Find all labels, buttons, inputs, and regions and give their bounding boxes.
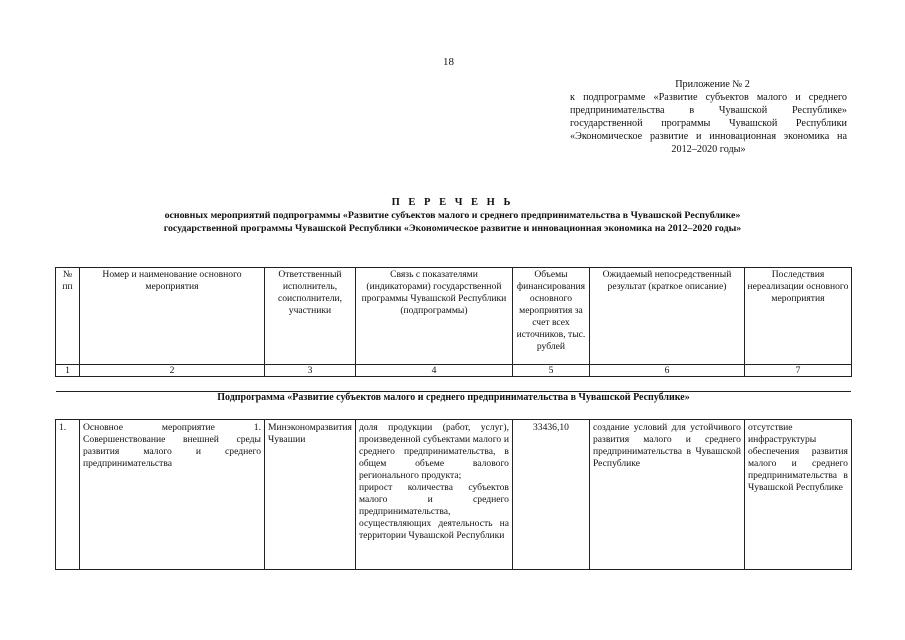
column-number: 3 xyxy=(265,365,356,377)
subprogram-title: Подпрограмма «Развитие субъектов малого и среднего предпринимательства в Чувашской Республике» xyxy=(217,392,690,403)
page-number: 18 xyxy=(443,56,454,68)
indicators xyxy=(355,420,512,570)
header-cell-funding: Объемы финансирования основного мероприятия за счет всех источников, тыс. рублей xyxy=(512,268,589,365)
title-line-2: государственной программы Чувашской Республики «Экономическое развитие и инновационная экономика на 2012–2020 годы» xyxy=(163,223,742,234)
header-cell-consequence: Последствия нереализации основного мероприятия xyxy=(744,268,851,365)
row-number: 1. xyxy=(56,420,80,570)
expected-result: создание условий для устойчивого развития малого и среднего предпринимательства в Чувашской Республике xyxy=(589,420,744,570)
table-row xyxy=(56,420,852,570)
executor: Минэкономразвития Чувашии xyxy=(265,420,356,570)
header-cell-name: Номер и наименование основного мероприятия xyxy=(80,268,265,365)
indicator-1: доля продукции (работ, услуг), произведенной субъектами малого и среднего предпринимательства, в общем объеме валового регионального продукта; xyxy=(358,422,509,481)
document-title xyxy=(0,196,905,235)
title-line-1: основных мероприятий подпрограммы «Развитие субъектов малого и среднего предпринимательства в Чувашской Республике» xyxy=(164,210,741,221)
consequence: отсутствие инфраструктуры обеспечения развития малого и среднего предпринимательства в Чувашской Республике xyxy=(744,420,851,570)
header-cell-num: № пп xyxy=(56,268,80,365)
column-number-row xyxy=(56,365,852,377)
measure-name: Основное мероприятие 1. Совершенствование внешней среды развития малого и среднего предпринимательства xyxy=(80,420,265,570)
table-spacer xyxy=(56,377,852,392)
appendix-body: к подпрограмме «Развитие субъектов малого и среднего предпринимательства в Чувашской Республике» государственной программы Чувашской Республики «Экономическое развитие и инновационная экономика на 2012–2020 годы» xyxy=(570,92,847,155)
indicator-2: прирост количества субъектов малого и среднего предпринимательства, осуществляющих деятельность на территории Чувашской Республики xyxy=(358,482,509,541)
funding-value: 33436,10 xyxy=(512,420,589,570)
column-number: 1 xyxy=(56,365,80,377)
header-cell-executor: Ответственный исполнитель, соисполнители, участники xyxy=(265,268,356,365)
table-spacer xyxy=(56,405,852,420)
appendix-note xyxy=(570,78,847,156)
column-number: 6 xyxy=(589,365,744,377)
table-header-row xyxy=(56,268,852,365)
measures-table xyxy=(55,267,852,570)
subprogram-row xyxy=(56,392,852,406)
appendix-title: Приложение № 2 xyxy=(675,79,750,90)
column-number: 7 xyxy=(744,365,851,377)
column-number: 5 xyxy=(512,365,589,377)
title-heading: П Е Р Е Ч Е Н Ь xyxy=(391,197,514,208)
header-cell-indicators: Связь с показателями (индикаторами) государственной программы Чувашской Республики (подпрограммы) xyxy=(355,268,512,365)
column-number: 4 xyxy=(355,365,512,377)
column-number: 2 xyxy=(80,365,265,377)
header-cell-result: Ожидаемый непосредственный результат (краткое описание) xyxy=(589,268,744,365)
